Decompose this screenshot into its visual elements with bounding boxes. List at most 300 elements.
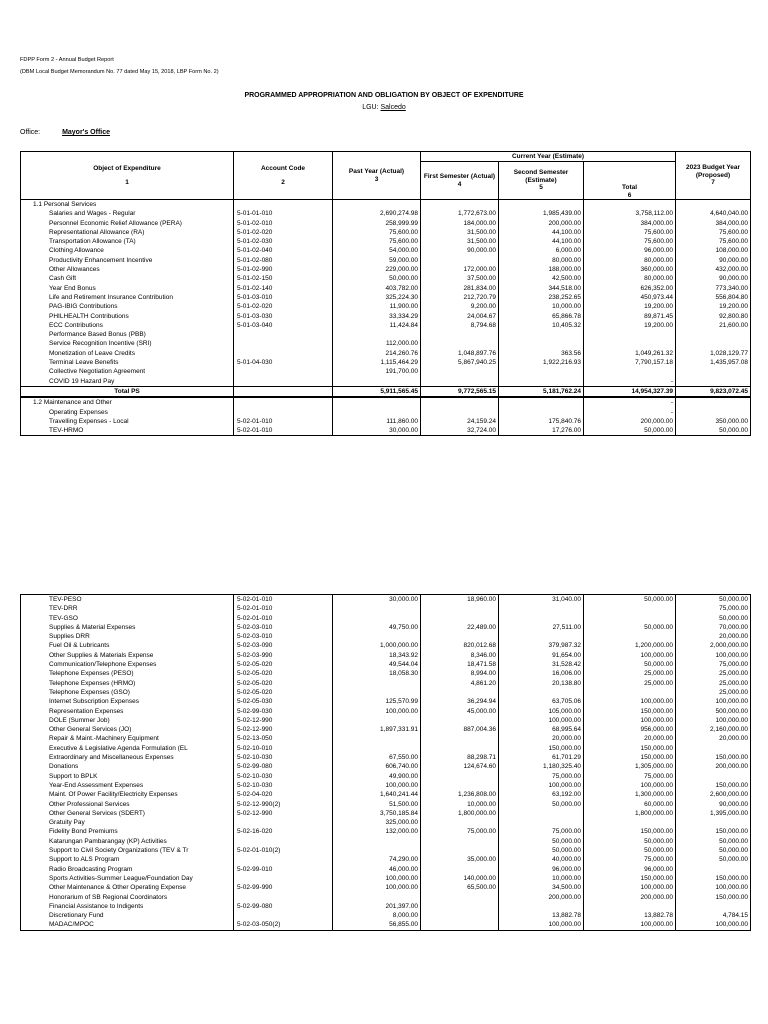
table-row <box>21 688 751 697</box>
row-past-year: 325,000.00 <box>333 818 421 827</box>
office-line <box>20 129 110 136</box>
row-budget-year: 4,640,040.00 <box>676 209 751 218</box>
row-account-code <box>234 386 333 397</box>
row-second-sem: 96,000.00 <box>499 865 584 874</box>
row-first-sem <box>421 632 499 641</box>
row-object-name: Travelling Expenses - Local <box>21 417 234 426</box>
row-second-sem: 65,866.78 <box>499 312 584 321</box>
row-account-code: 5-01-02-020 <box>234 302 333 311</box>
row-second-sem: 200,000.00 <box>499 219 584 228</box>
row-total: 19,200.00 <box>584 321 676 330</box>
row-budget-year: 50,000.00 <box>676 837 751 846</box>
row-past-year: 49,750.00 <box>333 623 421 632</box>
row-second-sem <box>499 377 584 387</box>
row-budget-year: 92,800.80 <box>676 312 751 321</box>
row-total: 1,300,000.00 <box>584 790 676 799</box>
row-total: 96,000.00 <box>584 246 676 255</box>
row-budget-year <box>676 377 751 387</box>
row-total: 450,973.44 <box>584 293 676 302</box>
row-first-sem: 184,000.00 <box>421 219 499 228</box>
table-row <box>21 349 751 358</box>
table-row <box>21 632 751 641</box>
row-first-sem <box>421 818 499 827</box>
row-account-code: 5-01-02-140 <box>234 284 333 293</box>
row-total: - <box>584 397 676 407</box>
row-past-year <box>333 377 421 387</box>
row-past-year: 5,911,565.45 <box>333 386 421 397</box>
row-account-code: 5-01-04-030 <box>234 358 333 367</box>
row-past-year: 258,999.99 <box>333 219 421 228</box>
row-budget-year: 90,000.00 <box>676 274 751 283</box>
row-first-sem: 8,994.00 <box>421 669 499 678</box>
table-row <box>21 800 751 809</box>
row-account-code: 5-02-01-010 <box>234 604 333 613</box>
row-account-code: 5-01-02-080 <box>234 256 333 265</box>
row-object-name: Representation Expenses <box>21 707 234 716</box>
row-past-year: 67,550.00 <box>333 753 421 762</box>
table-row <box>21 246 751 255</box>
table-row <box>21 874 751 883</box>
row-second-sem: 34,500.00 <box>499 883 584 892</box>
row-second-sem <box>499 408 584 417</box>
row-budget-year: 75,600.00 <box>676 237 751 246</box>
row-budget-year <box>676 772 751 781</box>
table-row <box>21 312 751 321</box>
row-second-sem: 20,138.80 <box>499 679 584 688</box>
table-row <box>21 781 751 790</box>
row-object-name: Personnel Economic Relief Allowance (PERA) <box>21 219 234 228</box>
row-second-sem <box>499 809 584 818</box>
row-total: 360,000.00 <box>584 265 676 274</box>
row-second-sem: 100,000.00 <box>499 920 584 930</box>
row-object-name: Performance Based Bonus (PBB) <box>21 330 234 339</box>
row-past-year <box>333 846 421 855</box>
row-past-year: 74,290.00 <box>333 855 421 864</box>
table-row <box>21 651 751 660</box>
row-first-sem <box>421 893 499 902</box>
row-first-sem <box>421 688 499 697</box>
row-budget-year <box>676 902 751 911</box>
table-row <box>21 237 751 246</box>
row-budget-year: 2,600,000.00 <box>676 790 751 799</box>
row-object-name: Executive & Legislative Agenda Formulation (EL <box>21 744 234 753</box>
row-past-year: 56,855.00 <box>333 920 421 930</box>
row-object-name: Katarungan Pambarangay (KP) Activities <box>21 837 234 846</box>
table-row <box>21 846 751 855</box>
row-second-sem <box>499 397 584 407</box>
row-budget-year: 75,000.00 <box>676 660 751 669</box>
row-total: 100,000.00 <box>584 920 676 930</box>
row-budget-year: 100,000.00 <box>676 920 751 930</box>
row-total: 100,000.00 <box>584 651 676 660</box>
row-budget-year: 19,200.00 <box>676 302 751 311</box>
row-total <box>584 614 676 623</box>
row-budget-year: 100,000.00 <box>676 883 751 892</box>
table-row <box>21 893 751 902</box>
row-object-name: Communication/Telephone Expenses <box>21 660 234 669</box>
row-account-code: 5-02-99-030 <box>234 707 333 716</box>
row-budget-year <box>676 339 751 348</box>
row-object-name: Other Supplies & Materials Expense <box>21 651 234 660</box>
table-row <box>21 818 751 827</box>
row-budget-year: 25,000.00 <box>676 679 751 688</box>
row-budget-year: 108,000.00 <box>676 246 751 255</box>
row-account-code <box>234 200 333 210</box>
row-first-sem <box>421 330 499 339</box>
row-account-code: 5-01-01-010 <box>234 209 333 218</box>
row-past-year: 112,000.00 <box>333 339 421 348</box>
row-past-year: 403,782.00 <box>333 284 421 293</box>
row-total: 75,600.00 <box>584 228 676 237</box>
row-past-year <box>333 734 421 743</box>
row-total: - <box>584 377 676 387</box>
row-account-code: 5-02-10-010 <box>234 744 333 753</box>
row-object-name: Radio Broadcasting Program <box>21 865 234 874</box>
row-total: 7,790,157.18 <box>584 358 676 367</box>
table-row <box>21 426 751 436</box>
row-second-sem: 188,000.00 <box>499 265 584 274</box>
row-past-year: 325,224.30 <box>333 293 421 302</box>
row-budget-year: 1,435,957.08 <box>676 358 751 367</box>
row-account-code <box>234 893 333 902</box>
row-account-code: 5-02-01-010 <box>234 614 333 623</box>
row-account-code: 5-02-01-010 <box>234 417 333 426</box>
row-first-sem <box>421 920 499 930</box>
row-budget-year: 432,000.00 <box>676 265 751 274</box>
row-total: 19,200.00 <box>584 302 676 311</box>
row-second-sem <box>499 339 584 348</box>
row-first-sem <box>421 408 499 417</box>
row-second-sem: 44,100.00 <box>499 228 584 237</box>
row-budget-year: 90,000.00 <box>676 256 751 265</box>
row-total: 25,000.00 <box>584 669 676 678</box>
row-first-sem <box>421 367 499 376</box>
row-past-year: 49,900.00 <box>333 772 421 781</box>
row-second-sem: 91,654.00 <box>499 651 584 660</box>
row-first-sem <box>421 604 499 613</box>
row-account-code: 5-02-10-030 <box>234 772 333 781</box>
row-total: 150,000.00 <box>584 827 676 836</box>
row-object-name: Productivity Enhancement Incentive <box>21 256 234 265</box>
row-total <box>584 632 676 641</box>
row-first-sem <box>421 911 499 920</box>
table-row <box>21 920 751 930</box>
row-first-sem: 32,724.00 <box>421 426 499 436</box>
row-first-sem: 8,346.00 <box>421 651 499 660</box>
row-budget-year: 1,395,000.00 <box>676 809 751 818</box>
row-object-name: Sports Activities-Summer League/Foundation Day <box>21 874 234 883</box>
row-first-sem <box>421 256 499 265</box>
row-account-code <box>234 818 333 827</box>
row-budget-year: 150,000.00 <box>676 753 751 762</box>
row-first-sem: 22,489.00 <box>421 623 499 632</box>
row-object-name: Other General Services (JO) <box>21 725 234 734</box>
row-second-sem: 238,252.65 <box>499 293 584 302</box>
row-first-sem: 1,772,673.00 <box>421 209 499 218</box>
row-budget-year: 150,000.00 <box>676 893 751 902</box>
row-budget-year: 20,000.00 <box>676 734 751 743</box>
row-budget-year: 20,000.00 <box>676 632 751 641</box>
row-first-sem: 31,500.00 <box>421 228 499 237</box>
row-budget-year: 150,000.00 <box>676 874 751 883</box>
row-second-sem: 1,985,439.00 <box>499 209 584 218</box>
row-account-code: 5-01-03-040 <box>234 321 333 330</box>
row-second-sem: 75,000.00 <box>499 827 584 836</box>
row-second-sem: 50,000.00 <box>499 846 584 855</box>
row-past-year: 75,600.00 <box>333 237 421 246</box>
row-budget-year: 4,784.15 <box>676 911 751 920</box>
row-budget-year: 773,340.00 <box>676 284 751 293</box>
row-first-sem <box>421 339 499 348</box>
row-total: 89,871.45 <box>584 312 676 321</box>
row-budget-year <box>676 408 751 417</box>
row-past-year <box>333 716 421 725</box>
row-account-code: 5-02-04-020 <box>234 790 333 799</box>
row-object-name: Gratuity Pay <box>21 818 234 827</box>
row-second-sem: 80,000.00 <box>499 256 584 265</box>
row-account-code: 5-02-05-020 <box>234 660 333 669</box>
row-total: 150,000.00 <box>584 753 676 762</box>
row-account-code: 5-01-02-040 <box>234 246 333 255</box>
row-second-sem <box>499 367 584 376</box>
row-object-name: PAG-IBIG Contributions <box>21 302 234 311</box>
table-row <box>21 256 751 265</box>
col-account-header: Account Code 2 <box>234 152 333 200</box>
row-past-year: 2,690,274.98 <box>333 209 421 218</box>
row-past-year: 132,000.00 <box>333 827 421 836</box>
row-total: 25,000.00 <box>584 679 676 688</box>
table-row <box>21 744 751 753</box>
row-account-code: 5-02-05-020 <box>234 688 333 697</box>
row-past-year: 1,000,000.00 <box>333 641 421 650</box>
row-first-sem <box>421 200 499 210</box>
table-row <box>21 219 751 228</box>
row-second-sem: 31,528.42 <box>499 660 584 669</box>
row-past-year: 214,260.76 <box>333 349 421 358</box>
row-account-code: 5-02-05-020 <box>234 669 333 678</box>
row-object-name: 1.1 Personal Services <box>21 200 234 210</box>
table-row <box>21 679 751 688</box>
row-second-sem: 6,000.00 <box>499 246 584 255</box>
row-past-year <box>333 744 421 753</box>
office-value: Mayor's Office <box>62 129 111 136</box>
row-second-sem: 175,840.76 <box>499 417 584 426</box>
row-total <box>584 330 676 339</box>
row-past-year: 18,343.92 <box>333 651 421 660</box>
row-past-year <box>333 614 421 623</box>
row-past-year: 3,750,185.84 <box>333 809 421 818</box>
row-total: 384,000.00 <box>584 219 676 228</box>
row-second-sem: 10,000.00 <box>499 302 584 311</box>
row-past-year: 50,000.00 <box>333 274 421 283</box>
table-row <box>21 358 751 367</box>
row-total: 100,000.00 <box>584 781 676 790</box>
row-second-sem: 75,000.00 <box>499 772 584 781</box>
row-first-sem: 24,004.67 <box>421 312 499 321</box>
row-total: 13,882.78 <box>584 911 676 920</box>
row-object-name: MADAC/MPOC <box>21 920 234 930</box>
row-object-name: Supplies DRR <box>21 632 234 641</box>
row-second-sem: 27,511.00 <box>499 623 584 632</box>
table-row <box>21 855 751 864</box>
lgu-value: Salcedo <box>380 104 406 111</box>
table-row <box>21 660 751 669</box>
row-first-sem: 281,834.00 <box>421 284 499 293</box>
row-object-name: Donations <box>21 762 234 771</box>
row-past-year: 11,424.84 <box>333 321 421 330</box>
row-past-year: 100,000.00 <box>333 781 421 790</box>
row-total: 50,000.00 <box>584 595 676 605</box>
row-total: 50,000.00 <box>584 623 676 632</box>
row-total: 1,800,000.00 <box>584 809 676 818</box>
row-past-year: 54,000.00 <box>333 246 421 255</box>
row-object-name: Support to ALS Program <box>21 855 234 864</box>
row-total: 626,352.00 <box>584 284 676 293</box>
row-object-name: Monetization of Leave Credits <box>21 349 234 358</box>
row-past-year: 75,600.00 <box>333 228 421 237</box>
row-past-year: 33,334.29 <box>333 312 421 321</box>
row-past-year: 30,000.00 <box>333 426 421 436</box>
row-first-sem <box>421 781 499 790</box>
row-past-year: 1,640,241.44 <box>333 790 421 799</box>
row-account-code: 5-01-03-010 <box>234 293 333 302</box>
row-first-sem: 1,236,808.00 <box>421 790 499 799</box>
table-row <box>21 790 751 799</box>
row-object-name: Other Allowances <box>21 265 234 274</box>
row-first-sem <box>421 865 499 874</box>
row-object-name: Year-End Assessment Expenses <box>21 781 234 790</box>
row-total: 3,758,112.00 <box>584 209 676 218</box>
table-row <box>21 367 751 376</box>
row-past-year: 606,740.00 <box>333 762 421 771</box>
row-account-code: 5-02-99-990 <box>234 883 333 892</box>
row-account-code: 5-02-10-030 <box>234 781 333 790</box>
row-object-name: Year End Bonus <box>21 284 234 293</box>
row-total: 1,049,261.32 <box>584 349 676 358</box>
row-object-name: TEV-GSO <box>21 614 234 623</box>
table-row <box>21 734 751 743</box>
row-past-year: 100,000.00 <box>333 874 421 883</box>
row-object-name: Total PS <box>21 386 234 397</box>
row-account-code: 5-01-02-030 <box>234 237 333 246</box>
row-second-sem: 50,000.00 <box>499 800 584 809</box>
row-past-year: 51,500.00 <box>333 800 421 809</box>
row-object-name: Other Professional Services <box>21 800 234 809</box>
row-object-name: Transportation Allowance (TA) <box>21 237 234 246</box>
table-row <box>21 293 751 302</box>
row-object-name: TEV-HRMO <box>21 426 234 436</box>
office-label: Office: <box>20 129 41 136</box>
lgu-label: LGU: <box>362 104 379 111</box>
row-account-code <box>234 330 333 339</box>
row-account-code: 5-01-03-030 <box>234 312 333 321</box>
row-budget-year: 21,600.00 <box>676 321 751 330</box>
total-row <box>21 386 751 397</box>
row-second-sem: 61,701.29 <box>499 753 584 762</box>
row-budget-year: 50,000.00 <box>676 846 751 855</box>
row-object-name: Other Maintenance & Other Operating Expense <box>21 883 234 892</box>
row-budget-year: 500,000.00 <box>676 707 751 716</box>
row-second-sem: 50,000.00 <box>499 837 584 846</box>
row-first-sem: 36,294.94 <box>421 697 499 706</box>
page-title: PROGRAMMED APPROPRIATION AND OBLIGATION BY OBJECT OF EXPENDITURE <box>244 92 524 99</box>
row-past-year: 229,000.00 <box>333 265 421 274</box>
row-object-name: Other General Services (SDERT) <box>21 809 234 818</box>
row-account-code: 5-02-12-990 <box>234 725 333 734</box>
table-row <box>21 321 751 330</box>
row-past-year <box>333 893 421 902</box>
row-object-name: COVID 19 Hazard Pay <box>21 377 234 387</box>
row-first-sem <box>421 397 499 407</box>
row-total: 60,000.00 <box>584 800 676 809</box>
row-past-year: 191,700.00 <box>333 367 421 376</box>
row-total: 1,200,000.00 <box>584 641 676 650</box>
row-past-year <box>333 688 421 697</box>
row-total: 20,000.00 <box>584 734 676 743</box>
row-object-name: Maint. Of Power Facility/Electricity Expenses <box>21 790 234 799</box>
col-object-header: Object of Expenditure 1 <box>21 152 234 200</box>
row-first-sem: 90,000.00 <box>421 246 499 255</box>
row-total: 50,000.00 <box>584 660 676 669</box>
row-second-sem: 44,100.00 <box>499 237 584 246</box>
row-object-name: ECC Contributions <box>21 321 234 330</box>
row-second-sem: 10,000.00 <box>499 874 584 883</box>
row-object-name: Collective Negotiation Agreement <box>21 367 234 376</box>
row-account-code: 5-02-01-010(2) <box>234 846 333 855</box>
row-budget-year <box>676 397 751 407</box>
row-first-sem: 124,674.60 <box>421 762 499 771</box>
row-account-code <box>234 367 333 376</box>
row-past-year: 49,544.04 <box>333 660 421 669</box>
row-first-sem: 212,720.79 <box>421 293 499 302</box>
row-account-code: 5-02-12-990 <box>234 716 333 725</box>
row-budget-year: 150,000.00 <box>676 781 751 790</box>
row-second-sem: 42,500.00 <box>499 274 584 283</box>
row-past-year: 125,570.99 <box>333 697 421 706</box>
row-first-sem: 887,004.36 <box>421 725 499 734</box>
table-row <box>21 330 751 339</box>
row-total: 1,305,000.00 <box>584 762 676 771</box>
row-account-code <box>234 911 333 920</box>
row-account-code: 5-02-03-010 <box>234 632 333 641</box>
row-budget-year: 2,160,000.00 <box>676 725 751 734</box>
row-first-sem: 172,000.00 <box>421 265 499 274</box>
row-account-code: 5-01-02-990 <box>234 265 333 274</box>
row-account-code: 5-02-03-010 <box>234 623 333 632</box>
row-first-sem: 88,298.71 <box>421 753 499 762</box>
row-budget-year <box>676 367 751 376</box>
row-total: 200,000.00 <box>584 893 676 902</box>
row-past-year <box>333 408 421 417</box>
row-total: - <box>584 408 676 417</box>
row-budget-year <box>676 818 751 827</box>
row-total: 50,000.00 <box>584 426 676 436</box>
row-second-sem: 63,705.06 <box>499 697 584 706</box>
row-past-year <box>333 397 421 407</box>
row-budget-year: 90,000.00 <box>676 800 751 809</box>
row-object-name: Representational Allowance (RA) <box>21 228 234 237</box>
form-id-line: FDPP Form 2 - Annual Budget Report <box>20 57 114 63</box>
row-account-code: 5-02-03-990 <box>234 651 333 660</box>
table-row <box>21 716 751 725</box>
table-row <box>21 725 751 734</box>
table-row <box>21 697 751 706</box>
row-object-name: Salaries and Wages - Regular <box>21 209 234 218</box>
table-row <box>21 604 751 613</box>
row-object-name: Supplies & Material Expenses <box>21 623 234 632</box>
row-account-code: 5-02-12-990 <box>234 809 333 818</box>
row-past-year: 1,115,464.29 <box>333 358 421 367</box>
